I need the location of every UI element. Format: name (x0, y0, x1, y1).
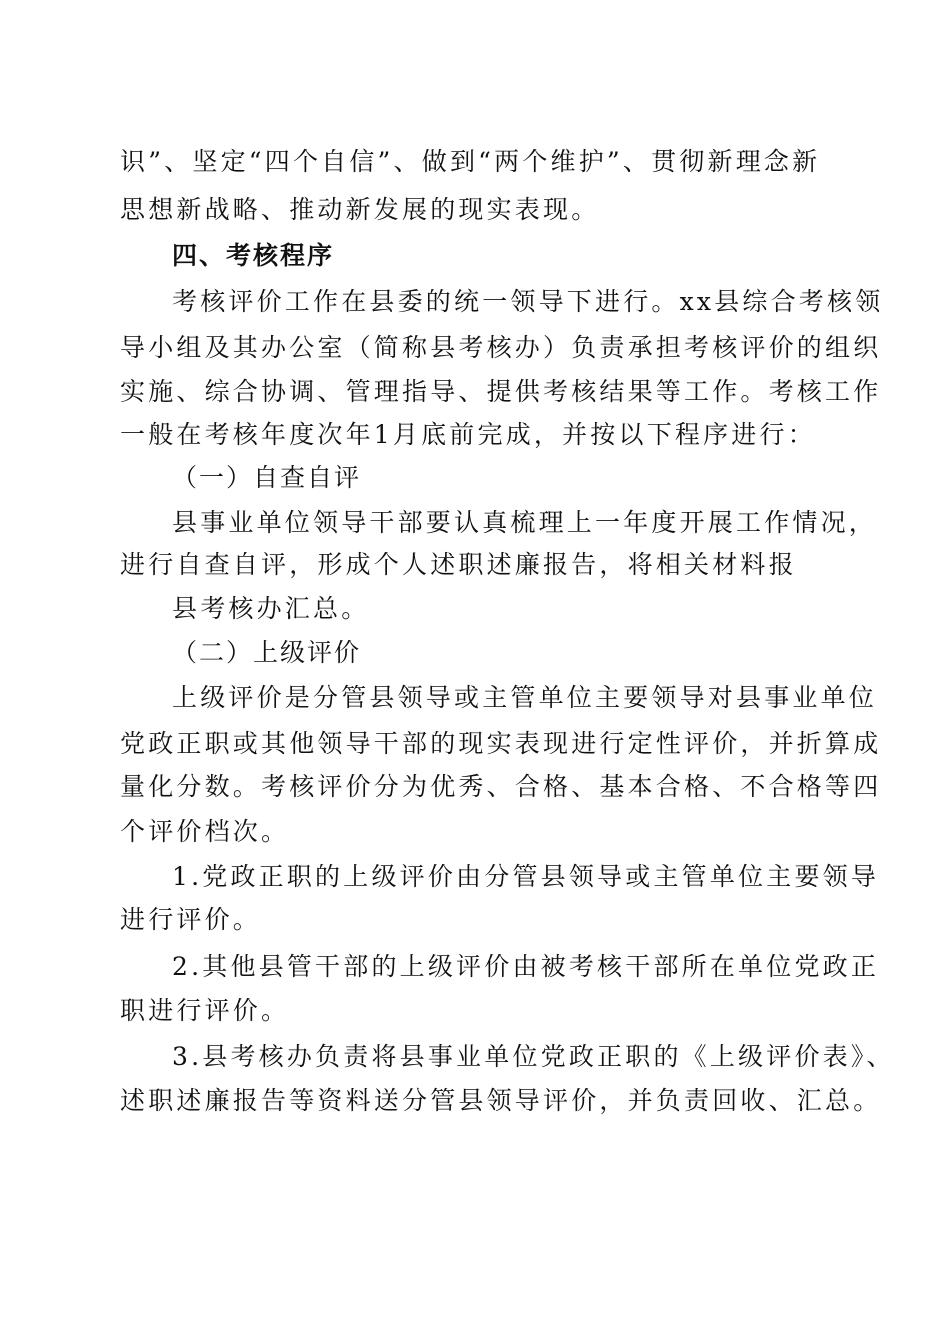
paragraph-line: 县事业单位领导干部要认真梳理上一年度开展工作情况， (172, 508, 878, 537)
list-item: 3.县考核办负责将县事业单位党政正职的《上级评价表》、 (172, 1042, 895, 1071)
paragraph-line: 个评价档次。 (120, 817, 290, 846)
subsection-heading: （一）自查自评 (172, 463, 362, 492)
paragraph-line: 县考核办汇总。 (172, 594, 370, 623)
section-heading: 四、考核程序 (172, 241, 335, 270)
paragraph-line: 上级评价是分管县领导或主管单位主要领导对县事业单位 (172, 683, 878, 712)
paragraph-line: 识”、坚定“四个自信”、做到“两个维护”、贯彻新理念新 (120, 147, 821, 176)
paragraph-line: 一般在考核年度次年1月底前完成，并按以下程序进行： (120, 420, 816, 449)
subsection-heading: （二）上级评价 (172, 638, 362, 667)
paragraph-line: 述职述廉报告等资料送分管县领导评价，并负责回收、汇总。 (120, 1086, 882, 1115)
list-item: 1.党政正职的上级评价由分管县领导或主管单位主要领导 (172, 862, 880, 891)
list-item: 2.其他县管干部的上级评价由被考核干部所在单位党政正 (172, 952, 880, 981)
paragraph-line: 思想新战略、推动新发展的现实表现。 (120, 195, 600, 224)
paragraph-line: 进行评价。 (120, 905, 262, 934)
paragraph-line: 进行自查自评，形成个人述职述廉报告，将相关材料报 (120, 550, 797, 579)
paragraph-line: 实施、综合协调、管理指导、提供考核结果等工作。考核工作 (120, 377, 882, 406)
paragraph-line: 导小组及其办公室（简称县考核办）负责承担考核评价的组织 (120, 333, 882, 362)
paragraph-line: 考核评价工作在县委的统一领导下进行。xx县综合考核领 (172, 287, 884, 316)
paragraph-line: 职进行评价。 (120, 996, 290, 1025)
paragraph-line: 量化分数。考核评价分为优秀、合格、基本合格、不合格等四 (120, 772, 882, 801)
paragraph-line: 党政正职或其他领导干部的现实表现进行定性评价，并折算成 (120, 729, 882, 758)
